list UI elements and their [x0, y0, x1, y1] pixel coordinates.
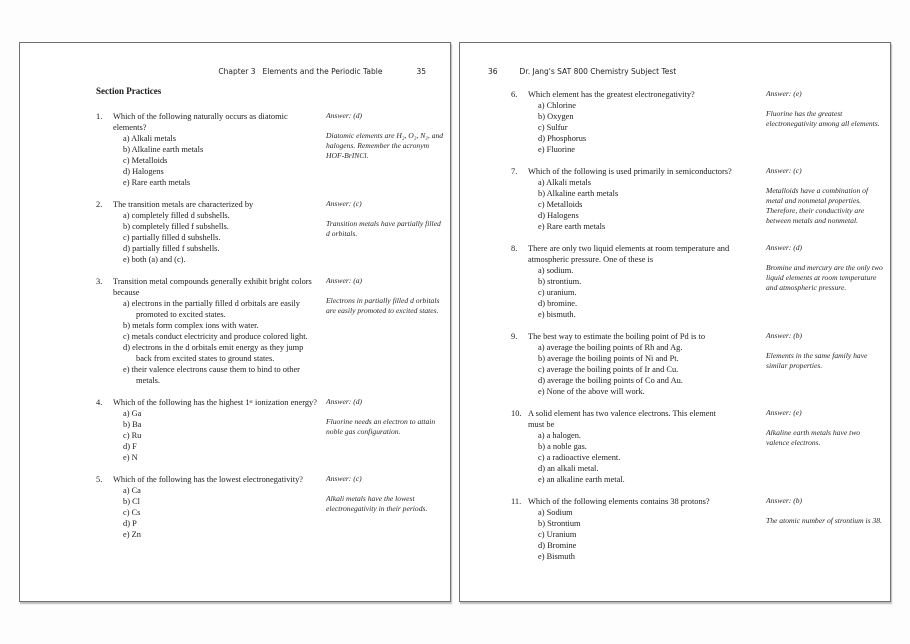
- answer-option: a) Ga: [123, 409, 142, 418]
- answer-option: c) Sulfur: [538, 123, 568, 132]
- question-number: 9.: [511, 332, 518, 341]
- answer-option: d) electrons in the d orbitals emit energy as they jump back from excited states to ground states.: [123, 343, 304, 363]
- answer-option: e) Fluorine: [538, 145, 575, 154]
- answer-option: c) Cs: [123, 508, 141, 517]
- answer-option: b) metals form complex ions with water.: [123, 321, 259, 330]
- answer-option: b) Ba: [123, 420, 142, 429]
- question-number: 11.: [511, 497, 522, 506]
- options-list: [123, 408, 318, 463]
- answer-option: d) partially filled f subshells.: [123, 244, 220, 253]
- answer-option: a) a halogen.: [538, 431, 582, 440]
- options-list: [538, 100, 733, 155]
- options-list: [538, 342, 733, 397]
- answer-option: d) Bromine: [538, 541, 577, 550]
- question: [511, 243, 890, 320]
- question: [511, 331, 890, 397]
- answer-label: Answer: (d): [326, 111, 363, 120]
- answer-option: c) partially filled d subshells.: [123, 233, 221, 242]
- answer-option: d) Halogens: [123, 167, 164, 176]
- questions-list: [96, 111, 450, 540]
- answer-option: d) bromine.: [538, 299, 578, 308]
- page-number: 35: [416, 67, 426, 76]
- question: [511, 496, 890, 562]
- question-number: 4.: [96, 398, 103, 407]
- answer-option: b) Cl: [123, 497, 140, 506]
- answer-column: [766, 331, 884, 397]
- answer-option: c) average the boiling points of Ir and Cu.: [538, 365, 679, 374]
- question-text: Which of the following has the highest 1ˢᵗ ionization energy?: [113, 398, 317, 407]
- question-body: [113, 111, 318, 188]
- question: [511, 166, 890, 232]
- answer-option: d) average the boiling points of Co and Au.: [538, 376, 683, 385]
- question-body: [113, 474, 318, 540]
- question-text: Which of the following is used primarily in semiconductors?: [528, 167, 732, 176]
- answer-column: [766, 243, 884, 320]
- answer-explanation: Alkaline earth metals have two valence electrons.: [766, 428, 861, 447]
- question-number: 7.: [511, 167, 518, 176]
- question-number: 6.: [511, 90, 518, 99]
- answer-option: d) an alkali metal.: [538, 464, 599, 473]
- answer-option: e) N: [123, 453, 138, 462]
- answer-column: [326, 199, 444, 265]
- book-title: Dr. Jang's SAT 800 Chemistry Subject Test: [519, 67, 677, 76]
- answer-option: b) completely filled f subshells.: [123, 222, 229, 231]
- question-text: Which of the following has the lowest electronegativity?: [113, 475, 304, 484]
- answer-column: [326, 474, 444, 540]
- question-text: Transition metal compounds generally exhibit bright colors because: [113, 277, 312, 297]
- page-content: [20, 86, 450, 551]
- question-text: The best way to estimate the boiling point of Pd is to: [528, 332, 706, 341]
- answer-explanation: Electrons in partially filled d orbitals are easily promoted to excited states.: [326, 296, 440, 315]
- answer-label: Answer: (c): [326, 474, 362, 483]
- page-right: [459, 42, 891, 602]
- answer-option: c) Metalloids: [538, 200, 583, 209]
- answer-label: Answer: (e): [766, 408, 802, 417]
- question: [96, 276, 450, 386]
- answer-option: e) Rare earth metals: [538, 222, 606, 231]
- page-number: 36: [488, 67, 498, 76]
- options-list: [123, 133, 318, 188]
- answer-option: d) F: [123, 442, 137, 451]
- answer-column: [766, 408, 884, 485]
- answer-option: a) average the boiling points of Rh and Ag.: [538, 343, 683, 352]
- answer-option: e) Bismuth: [538, 552, 575, 561]
- question: [96, 199, 450, 265]
- question: [96, 397, 450, 463]
- question-text: The transition metals are characterized by: [113, 200, 254, 209]
- answer-option: b) Oxygen: [538, 112, 574, 121]
- book-spread: [19, 42, 891, 602]
- answer-column: [766, 89, 884, 155]
- options-list: [123, 298, 318, 386]
- question-text: Which element has the greatest electronegativity?: [528, 90, 695, 99]
- running-header-left: [20, 67, 450, 76]
- answer-option: a) Alkali metals: [538, 178, 592, 187]
- question-body: [528, 408, 733, 485]
- answer-explanation: Bromine and mercury are the only two liquid elements at room temperature and atmospheric pressure.: [766, 263, 883, 292]
- answer-option: a) Alkali metals: [123, 134, 177, 143]
- page-left: [19, 42, 451, 602]
- answer-explanation: Transition metals have partially filled d orbitals.: [326, 219, 441, 238]
- page-content: [460, 86, 890, 573]
- question-text: There are only two liquid elements at room temperature and atmospheric pressure. One of these is: [528, 244, 730, 264]
- question: [96, 111, 450, 188]
- question-text: Which of the following elements contains 38 protons?: [528, 497, 710, 506]
- answer-option: c) Metalloids: [123, 156, 168, 165]
- answer-option: e) Rare earth metals: [123, 178, 191, 187]
- question-body: [113, 397, 318, 463]
- answer-option: b) a noble gas.: [538, 442, 587, 451]
- answer-label: Answer: (d): [766, 243, 803, 252]
- question-body: [528, 243, 733, 320]
- question-number: 10.: [511, 409, 522, 418]
- answer-label: Answer: (d): [326, 397, 363, 406]
- answer-option: c) a radioactive element.: [538, 453, 621, 462]
- question-number: 8.: [511, 244, 518, 253]
- answer-label: Answer: (c): [766, 166, 802, 175]
- options-list: [538, 265, 733, 320]
- options-list: [123, 210, 318, 265]
- question-text: A solid element has two valence electrons. This element must be: [528, 409, 716, 429]
- answer-option: b) Strontium: [538, 519, 581, 528]
- answer-option: a) completely filled d subshells.: [123, 211, 230, 220]
- options-list: [538, 507, 733, 562]
- answer-column: [326, 276, 444, 386]
- answer-option: d) Phosphorus: [538, 134, 587, 143]
- answer-label: Answer: (a): [326, 276, 363, 285]
- question-body: [113, 199, 318, 265]
- answer-explanation: The atomic number of strontium is 38.: [766, 516, 882, 525]
- answer-option: e) Zn: [123, 530, 141, 539]
- answer-label: Answer: (b): [766, 496, 803, 505]
- question-number: 5.: [96, 475, 103, 484]
- answer-option: d) Halogens: [538, 211, 579, 220]
- question-body: [528, 331, 733, 397]
- section-title: Section Practices: [96, 86, 162, 96]
- question-body: [528, 89, 733, 155]
- answer-label: Answer: (e): [766, 89, 802, 98]
- answer-option: b) average the boiling points of Ni and Pt.: [538, 354, 679, 363]
- answer-option: b) Alkaline earth metals: [123, 145, 204, 154]
- answer-explanation: Fluorine has the greatest electronegativity among all elements.: [766, 109, 880, 128]
- question-number: 1.: [96, 112, 103, 121]
- options-list: [538, 177, 733, 232]
- answer-option: c) Uranium: [538, 530, 577, 539]
- options-list: [123, 485, 318, 540]
- question: [511, 89, 890, 155]
- question-number: 3.: [96, 277, 103, 286]
- answer-option: b) Alkaline earth metals: [538, 189, 619, 198]
- chapter-title: Elements and the Periodic Table: [262, 67, 383, 76]
- answer-option: c) uranium.: [538, 288, 577, 297]
- answer-column: [766, 496, 884, 562]
- answer-option: e) an alkaline earth metal.: [538, 475, 625, 484]
- answer-option: a) Chlorine: [538, 101, 576, 110]
- answer-option: e) their valence electrons cause them to bind to other metals.: [123, 365, 300, 385]
- options-list: [538, 430, 733, 485]
- answer-option: a) Sodium: [538, 508, 573, 517]
- answer-column: [326, 111, 444, 188]
- answer-explanation: Diatomic elements are H₂, O₂, N₂, and halogens. Remember the acronym HOF-BrINCl.: [326, 131, 444, 160]
- answer-label: Answer: (c): [326, 199, 362, 208]
- chapter-label: Chapter 3: [218, 67, 256, 76]
- answer-explanation: Alkali metals have the lowest electronegativity in their periods.: [326, 494, 428, 513]
- question-body: [113, 276, 318, 386]
- answer-option: a) electrons in the partially filled d orbitals are easily promoted to excited states.: [123, 299, 300, 319]
- answer-option: e) None of the above will work.: [538, 387, 645, 396]
- answer-explanation: Fluorine needs an electron to attain noble gas configuration.: [326, 417, 436, 436]
- question-body: [528, 496, 733, 562]
- answer-column: [326, 397, 444, 463]
- question-body: [528, 166, 733, 232]
- question-text: Which of the following naturally occurs as diatomic elements?: [113, 112, 288, 132]
- answer-explanation: Elements in the same family have similar properties.: [766, 351, 868, 370]
- running-header-right: [460, 67, 890, 76]
- answer-option: b) strontium.: [538, 277, 582, 286]
- question-number: 2.: [96, 200, 103, 209]
- answer-option: d) P: [123, 519, 137, 528]
- answer-option: a) Ca: [123, 486, 141, 495]
- answer-option: c) metals conduct electricity and produce colored light.: [123, 332, 308, 341]
- question: [96, 474, 450, 540]
- answer-option: e) bismuth.: [538, 310, 576, 319]
- question: [511, 408, 890, 485]
- answer-option: a) sodium.: [538, 266, 574, 275]
- answer-explanation: Metalloids have a combination of metal and nonmetal properties. Therefore, their conductivity are between metals and nonmetal.: [766, 186, 869, 225]
- answer-option: e) both (a) and (c).: [123, 255, 186, 264]
- answer-option: c) Ru: [123, 431, 142, 440]
- questions-list: [511, 89, 890, 562]
- answer-column: [766, 166, 884, 232]
- answer-label: Answer: (b): [766, 331, 803, 340]
